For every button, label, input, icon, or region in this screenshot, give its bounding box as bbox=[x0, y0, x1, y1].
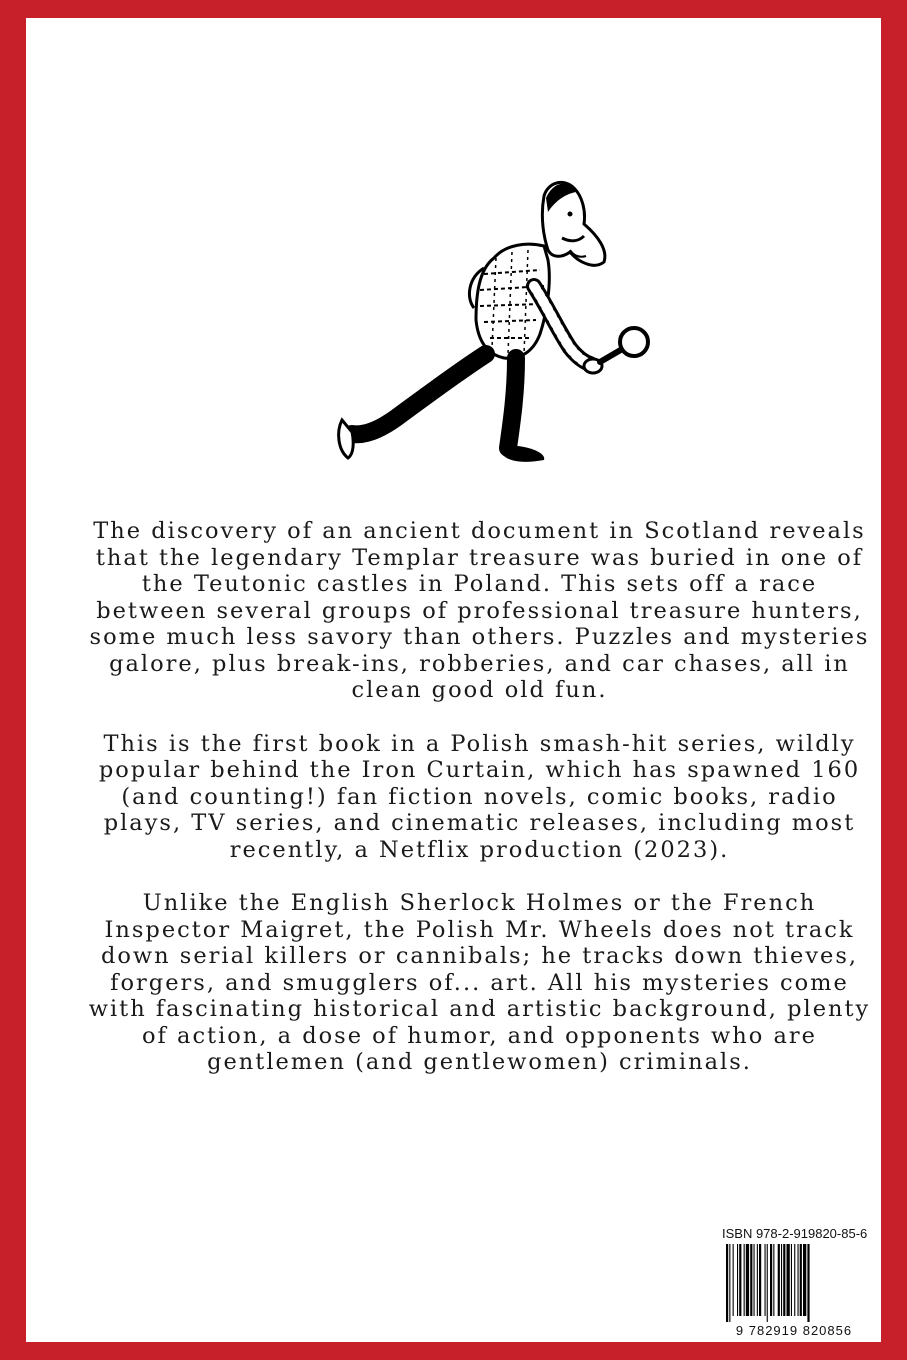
detective-magnifier-icon bbox=[308, 158, 668, 488]
barcode-digits: 9 782919 820856 bbox=[735, 1323, 853, 1338]
blurb-paragraph-1: The discovery of an ancient document in Scotland reveals that the legendary Templar treasure was buried in one of the Teutonic castles in Poland. This sets off a race between several groups of professional treasure hunters, some much less savory than others. Puzzles and mysteries galore, plus break-ins, robberies, and car chases, all in clean good old fun. bbox=[89, 518, 870, 703]
blurb bbox=[86, 518, 873, 1103]
isbn-label: ISBN 978-2-919820-85-6 bbox=[722, 1226, 868, 1241]
blurb-paragraph-2: This is the first book in a Polish smash-hit series, wildly popular behind the Iron Curtain, which has spawned 160 (and counting!) fan fiction novels, comic books, radio plays, TV series, and cinematic releases, including most recently, a Netflix production (2023). bbox=[98, 730, 861, 863]
blurb-paragraph-3: Unlike the English Sherlock Holmes or the French Inspector Maigret, the Polish Mr. Wheels does not track down serial killers or cannibals; he tracks down thieves, forgers, and smugglers of... art. All his mysteries come with fascinating historical and artistic background, plenty of action, a dose of humor, and opponents who are gentlemen (and gentlewomen) criminals. bbox=[88, 890, 871, 1075]
barcode-bars bbox=[726, 1244, 864, 1322]
barcode-block bbox=[722, 1226, 866, 1342]
